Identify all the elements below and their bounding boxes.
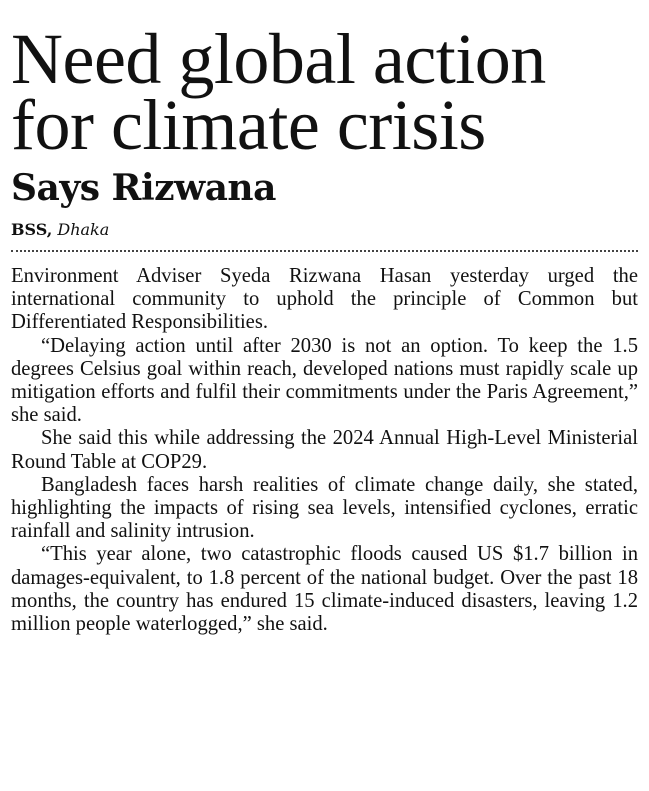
body-paragraph-2: “Delaying action until after 2030 is not an option. To keep the 1.5 degrees Celsius goal within reach, developed nations must rapidly scale up mitigation efforts and fulfil their commitments under the Paris Agreement,” she said. xyxy=(11,334,638,427)
news-article xyxy=(11,0,638,636)
byline xyxy=(11,220,638,240)
dotted-divider xyxy=(11,250,638,252)
headline xyxy=(11,0,638,165)
body-paragraph-5: “This year alone, two catastrophic floods caused US $1.7 billion in damages-equivalent, to 1.8 percent of the national budget. Over the past 18 months, the country has endured 15 climate-induced disasters, leaving 1.2 million people waterlogged,” she said. xyxy=(11,543,638,636)
byline-agency: BSS, xyxy=(11,220,53,239)
headline-line-2: for climate crisis xyxy=(11,85,486,165)
body-paragraph-3: She said this while addressing the 2024 Annual High-Level Ministerial Round Table at COP29. xyxy=(11,427,638,473)
headline-line-1: Need global action xyxy=(11,19,546,99)
body-paragraph-4: Bangladesh faces harsh realities of climate change daily, she stated, highlighting the impacts of rising sea levels, intensified cyclones, erratic rainfall and salinity intrusion. xyxy=(11,473,638,543)
subheadline: Says Rizwana xyxy=(11,167,276,209)
byline-dateline: Dhaka xyxy=(57,220,110,239)
article-body xyxy=(11,265,638,636)
body-paragraph-1: Environment Adviser Syeda Rizwana Hasan yesterday urged the international community to uphold the principle of Common but Differentiated Responsibilities. xyxy=(11,265,638,334)
